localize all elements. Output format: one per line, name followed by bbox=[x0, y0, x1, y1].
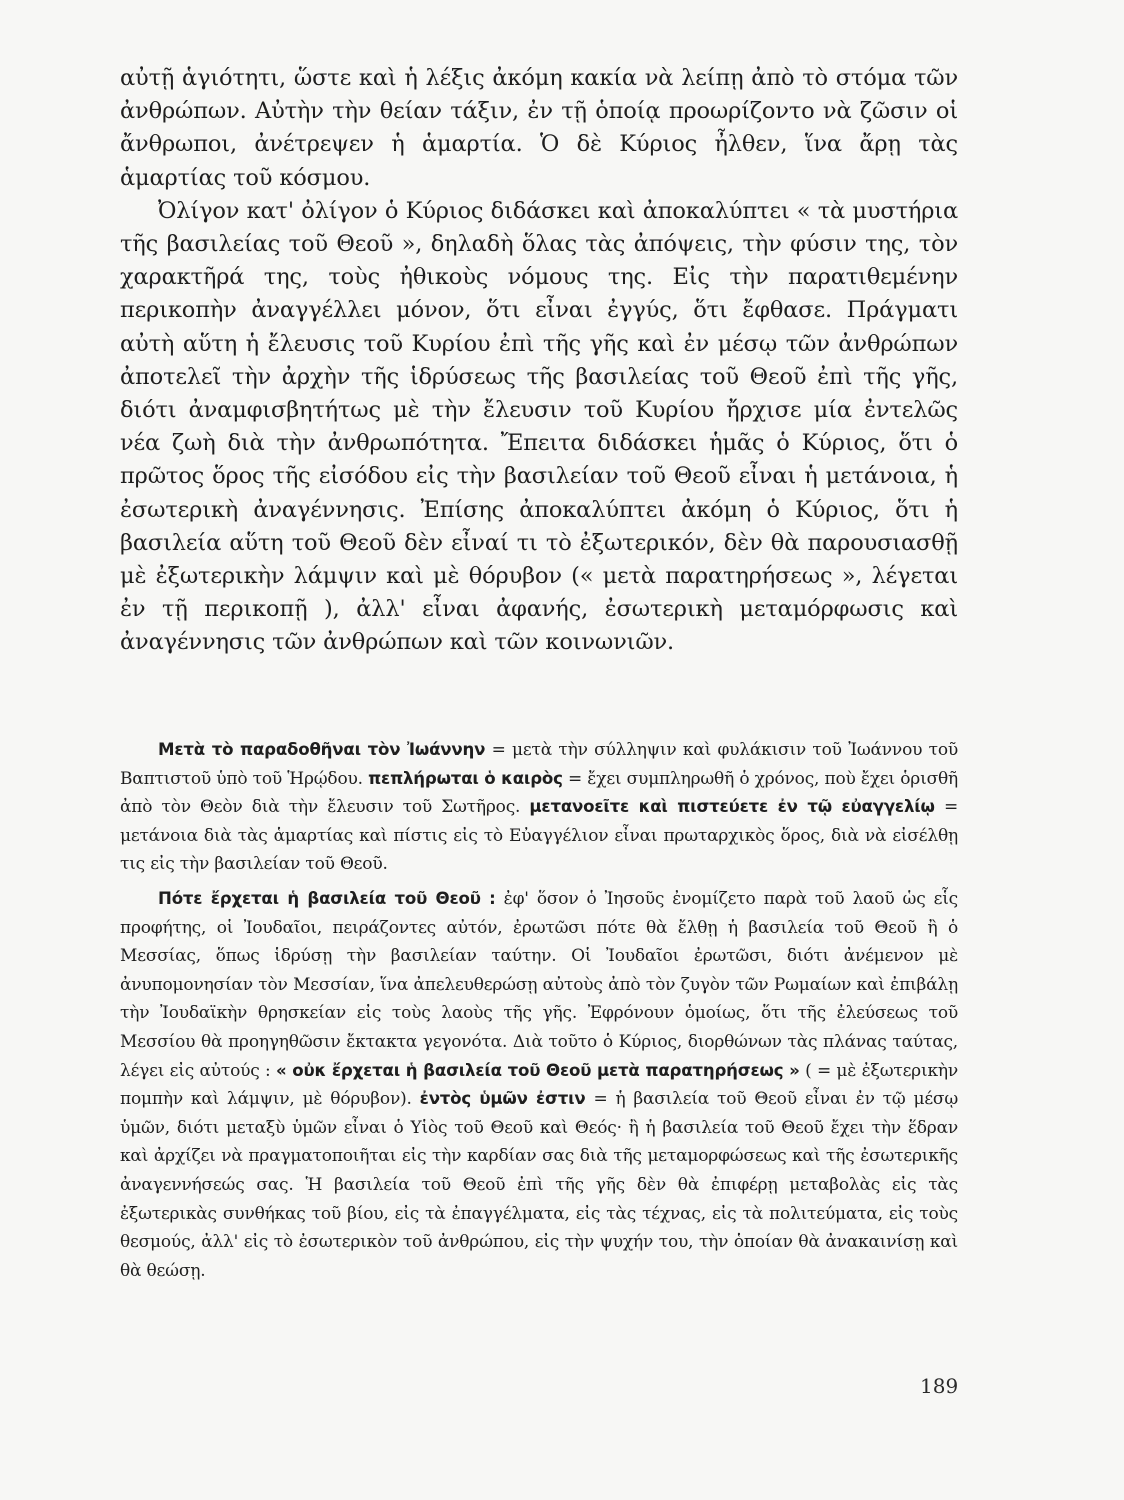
note-text: = μετάνοια διὰ τὰς ἁμαρτίας καὶ πίστις εἰς τὸ Εὐαγγέλιον εἶναι πρωταρχικὸς ὅρος, διὰ νὰ εἰσέλθῃ τις εἰς τὴν βασιλείαν τοῦ Θεοῦ. bbox=[120, 797, 958, 875]
note-text: ( = μὲ ἐξωτερικὴν πομπὴν καὶ λάμψιν, μὲ θόρυβον). bbox=[120, 1060, 958, 1110]
page-number: 189 bbox=[920, 1374, 959, 1398]
note-term: Πότε ἔρχεται ἡ βασιλεία τοῦ Θεοῦ : bbox=[158, 888, 496, 908]
main-text bbox=[120, 62, 958, 660]
main-paragraph-2: Ὀλίγον κατ' ὀλίγον ὁ Κύριος διδάσκει καὶ ἀποκαλύπτει « τὰ μυστήρια τῆς βασιλείας τοῦ Θεοῦ », δηλαδὴ ὅλας τὰς ἀπόψεις, τὴν φύσιν της, τὸν χαρακτῆρά της, τοὺς ἠθικοὺς νόμους της. Εἰς τὴν παρατιθεμένην περικοπὴν ἀναγγέλλει μόνον, ὅτι εἶναι ἐγγύς, ὅτι ἔφθασε. Πράγματι αὐτὴ αὕτη ἡ ἔλευσις τοῦ Κυρίου ἐπὶ τῆς γῆς καὶ ἐν μέσῳ τῶν ἀνθρώπων ἀποτελεῖ τὴν ἀρχὴν τῆς ἱδρύσεως τῆς βασιλείας τοῦ Θεοῦ ἐπὶ τῆς γῆς, διότι ἀναμφισβητήτως μὲ τὴν ἔλευσιν τοῦ Κυρίου ἤρχισε μία ἐντελῶς νέα ζωὴ διὰ τὴν ἀνθρωπότητα. Ἔπειτα διδάσκει ἡμᾶς ὁ Κύριος, ὅτι ὁ πρῶτος ὅρος τῆς εἰσόδου εἰς τὴν βασιλείαν τοῦ Θεοῦ εἶναι ἡ μετάνοια, ἡ ἐσωτερικὴ ἀναγέννησις. Ἐπίσης ἀποκαλύπτει ἀκόμη ὁ Κύριος, ὅτι ἡ βασιλεία αὕτη τοῦ Θεοῦ δὲν εἶναί τι τὸ ἐξωτερικόν, δὲν θὰ παρουσιασθῇ μὲ ἐξωτερικὴν λάμψιν καὶ μὲ θόρυβον (« μετὰ παρατηρήσεως », λέγεται ἐν τῇ περικοπῇ ), ἀλλ' εἶναι ἀφανής, ἐσωτερικὴ μεταμόρφωσις καὶ ἀναγέννησις τῶν ἀνθρώπων καὶ τῶν κοινωνιῶν. bbox=[120, 197, 958, 656]
note-paragraph-2 bbox=[120, 885, 958, 1285]
note-text: ἐφ' ὅσον ὁ Ἰησοῦς ἐνομίζετο παρὰ τοῦ λαοῦ ὡς εἷς προφήτης, οἱ Ἰουδαῖοι, πειράζοντες αὐτόν, ἐρωτῶσι πότε θὰ ἔλθῃ ἡ βασιλεία τοῦ Θεοῦ ἢ ὁ Μεσσίας, ὅπως ἱδρύσῃ τὴν βασιλείαν ταύτην. Οἱ Ἰουδαῖοι ἐρωτῶσι, διότι ἀνέμενον μὲ ἀνυπομονησίαν τὸν Μεσσίαν, ἵνα ἀπελευθερώσῃ αὐτοὺς ἀπὸ τὸν ζυγὸν τῶν Ρωμαίων καὶ ἐπιβάλῃ τὴν Ἰουδαϊκὴν θρησκείαν εἰς τοὺς λαοὺς τῆς γῆς. Ἐφρόνουν ὁμοίως, ὅτι τῆς ἐλεύσεως τοῦ Μεσσίου θὰ προηγηθῶσιν ἔκτακτα γεγονότα. Διὰ τοῦτο ὁ Κύριος, διορθώνων τὰς πλάνας ταύτας, λέγει εἰς αὐτούς : bbox=[120, 888, 959, 1081]
note-term: πεπλήρωται ὁ καιρὸς bbox=[368, 768, 563, 788]
note-term: Μετὰ τὸ παραδοθῆναι τὸν Ἰωάννην bbox=[158, 740, 486, 759]
note-term: μετανοεῖτε καὶ πιστεύετε ἐν τῷ εὐαγγελίῳ bbox=[529, 797, 935, 817]
note-paragraph-1 bbox=[120, 736, 958, 879]
note-text: = ἔχει συμπληρωθῆ ὁ χρόνος, ποὺ ἔχει ὁρισθῆ ἀπὸ τὸν Θεὸν διὰ τὴν ἔλευσιν τοῦ Σωτῆρος. bbox=[120, 768, 958, 818]
note-text: = ἡ βασιλεία τοῦ Θεοῦ εἶναι ἐν τῷ μέσῳ ὑμῶν, διότι μεταξὺ ὑμῶν εἶναι ὁ Υἱὸς τοῦ Θεοῦ καὶ Θεός· ἢ ἡ βασιλεία τοῦ Θεοῦ ἔχει τὴν ἕδραν καὶ ἀρχίζει νὰ πραγματοποιῆται εἰς τὴν καρδίαν σας διὰ τῆς μεταμορφώσεως καὶ τῆς ἐσωτερικῆς ἀναγεννήσεώς σας. Ἡ βασιλεία τοῦ Θεοῦ ἐπὶ τῆς γῆς δὲν θὰ ἐπιφέρῃ μεταβολὰς εἰς τὰς ἐξωτερικὰς συνθήκας τοῦ βίου, εἰς τὰ ἐπαγγέλματα, εἰς τὰς τέχνας, εἰς τὰ πολιτεύματα, εἰς τοὺς θεσμούς, ἀλλ' εἰς τὸ ἐσωτερικὸν τοῦ ἀνθρώπου, εἰς τὴν ψυχήν του, τὴν ὁποίαν θὰ ἀνακαινίσῃ καὶ θὰ θεώσῃ. bbox=[120, 1089, 958, 1281]
main-paragraph-1: αὐτῇ ἁγιότητι, ὥστε καὶ ἡ λέξις ἀκόμη κακία νὰ λείπῃ ἀπὸ τὸ στόμα τῶν ἀνθρώπων. Αὐτὴν τὴν θείαν τάξιν, ἐν τῇ ὁποίᾳ προωρίζοντο νὰ ζῶσιν οἱ ἄνθρωποι, ἀνέτρεψεν ἡ ἁμαρτία. Ὁ δὲ Κύριος ἦλθεν, ἵνα ἄρῃ τὰς ἁμαρτίας τοῦ κόσμου. bbox=[120, 65, 958, 191]
note-term: ἐντὸς ὑμῶν ἐστιν bbox=[419, 1089, 586, 1109]
note-term: « οὐκ ἔρχεται ἡ βασιλεία τοῦ Θεοῦ μετὰ παρατηρήσεως » bbox=[275, 1060, 800, 1080]
note-text: = μετὰ τὴν σύλληψιν καὶ φυλάκισιν τοῦ Ἰωάννου τοῦ Βαπτιστοῦ ὑπὸ τοῦ Ἡρῴδου. bbox=[120, 740, 959, 789]
commentary-notes bbox=[120, 736, 958, 1285]
